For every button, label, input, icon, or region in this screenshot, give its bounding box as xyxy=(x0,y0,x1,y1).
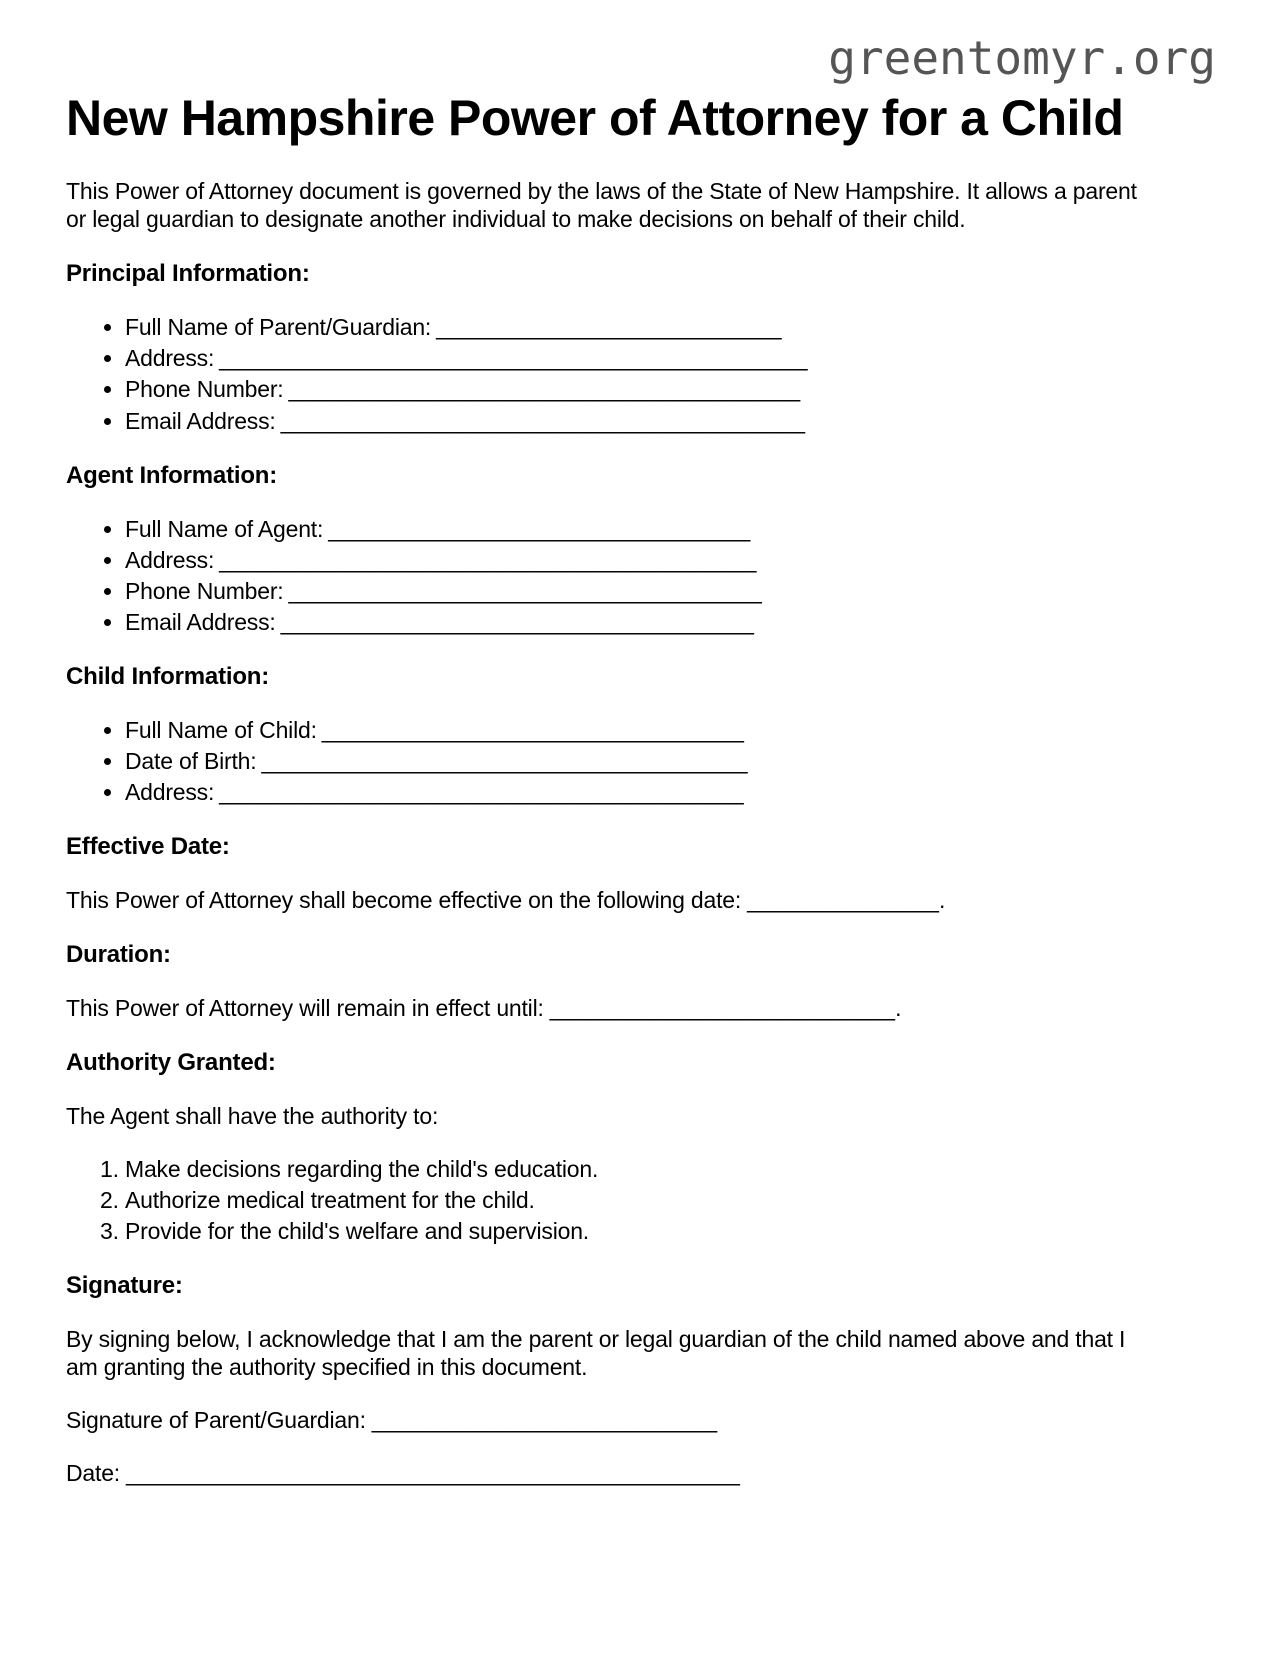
date-blank-line: ________________________________________________ xyxy=(125,1460,740,1487)
principal-email-label: Email Address: xyxy=(125,407,276,434)
principal-name-label: Full Name of Parent/Guardian: xyxy=(125,314,432,341)
duration-period: . xyxy=(895,994,902,1021)
agent-address-blank-line: __________________________________________ xyxy=(219,546,757,573)
child-name-blank-line: _________________________________ xyxy=(321,716,744,743)
agent-name-blank-line: _________________________________ xyxy=(328,515,751,542)
principal-fields-list xyxy=(66,313,1216,434)
agent-address-label: Address: xyxy=(125,546,215,573)
effective-date-blank-line: _______________ xyxy=(747,886,939,913)
signature-label: Signature of Parent/Guardian: xyxy=(66,1407,366,1434)
agent-fields-list xyxy=(66,515,1216,636)
date-label: Date: xyxy=(66,1460,120,1487)
child-dob-label: Date of Birth: xyxy=(125,747,257,774)
effective-date-heading: Effective Date: xyxy=(66,832,230,860)
watermark-text: greentomyr.org xyxy=(828,31,1216,85)
agent-section-heading: Agent Information: xyxy=(66,461,278,489)
page-title: New Hampshire Power of Attorney for a Child xyxy=(66,90,1124,147)
agent-email-blank-line: _____________________________________ xyxy=(280,608,754,635)
authority-lead: The Agent shall have the authority to: xyxy=(66,1103,439,1129)
agent-name-label: Full Name of Agent: xyxy=(125,515,324,542)
child-dob-field xyxy=(125,747,1216,775)
child-section-heading: Child Information: xyxy=(66,662,270,690)
principal-phone-blank-line: ________________________________________ xyxy=(288,376,801,403)
child-address-blank-line: _________________________________________ xyxy=(219,778,744,805)
authority-list xyxy=(66,1155,1216,1245)
child-name-field xyxy=(125,716,1216,744)
child-fields-list xyxy=(66,716,1216,806)
duration-text: This Power of Attorney will remain in effect until: xyxy=(66,994,544,1021)
agent-phone-blank-line: _____________________________________ xyxy=(288,577,762,604)
principal-name-field xyxy=(125,313,1216,341)
authority-item-medical: 2. Authorize medical treatment for the child. xyxy=(125,1186,1216,1214)
signature-line xyxy=(66,1406,1146,1434)
child-name-label: Full Name of Child: xyxy=(125,716,317,743)
principal-email-blank-line: _________________________________________ xyxy=(280,407,806,434)
effective-date-period: . xyxy=(938,886,946,913)
duration-heading: Duration: xyxy=(66,940,171,968)
principal-address-blank-line: ______________________________________________ xyxy=(219,345,808,372)
intro-paragraph: This Power of Attorney document is governed by the laws of the State of New Hampshire. It allows a parent or legal guardian to designate another individual to make decisions on behalf of their child. xyxy=(66,178,1137,233)
authority-item-education: 1. Make decisions regarding the child's education. xyxy=(125,1155,1216,1183)
principal-email-field xyxy=(125,407,1216,435)
agent-address-field xyxy=(125,546,1216,574)
child-address-field xyxy=(125,778,1216,806)
principal-address-field xyxy=(125,344,1216,372)
effective-date-text: This Power of Attorney shall become effective on the following date: xyxy=(66,886,742,913)
agent-email-field xyxy=(125,608,1216,636)
signature-heading: Signature: xyxy=(66,1272,183,1300)
principal-phone-field xyxy=(125,375,1216,403)
duration-blank-line: ___________________________ xyxy=(549,994,896,1021)
principal-section-heading: Principal Information: xyxy=(66,260,310,288)
child-dob-blank-line: ______________________________________ xyxy=(261,747,748,774)
agent-email-label: Email Address: xyxy=(125,608,276,635)
agent-phone-label: Phone Number: xyxy=(125,577,284,604)
signature-acknowledgement: By signing below, I acknowledge that I am the parent or legal guardian of the child named above and that I am granting the authority specified in this document. xyxy=(66,1326,1126,1381)
principal-name-blank-line: ___________________________ xyxy=(436,314,782,341)
agent-name-field xyxy=(125,515,1216,543)
duration-sentence xyxy=(66,994,1146,1022)
authority-item-welfare: 3. Provide for the child's welfare and supervision. xyxy=(125,1217,1216,1245)
principal-phone-label: Phone Number: xyxy=(125,376,284,403)
effective-date-sentence xyxy=(66,886,1146,914)
authority-heading: Authority Granted: xyxy=(66,1049,276,1076)
signature-blank-line: ___________________________ xyxy=(371,1407,718,1434)
date-line xyxy=(66,1459,1146,1487)
child-address-label: Address: xyxy=(125,778,215,805)
principal-address-label: Address: xyxy=(125,345,215,372)
agent-phone-field xyxy=(125,577,1216,605)
